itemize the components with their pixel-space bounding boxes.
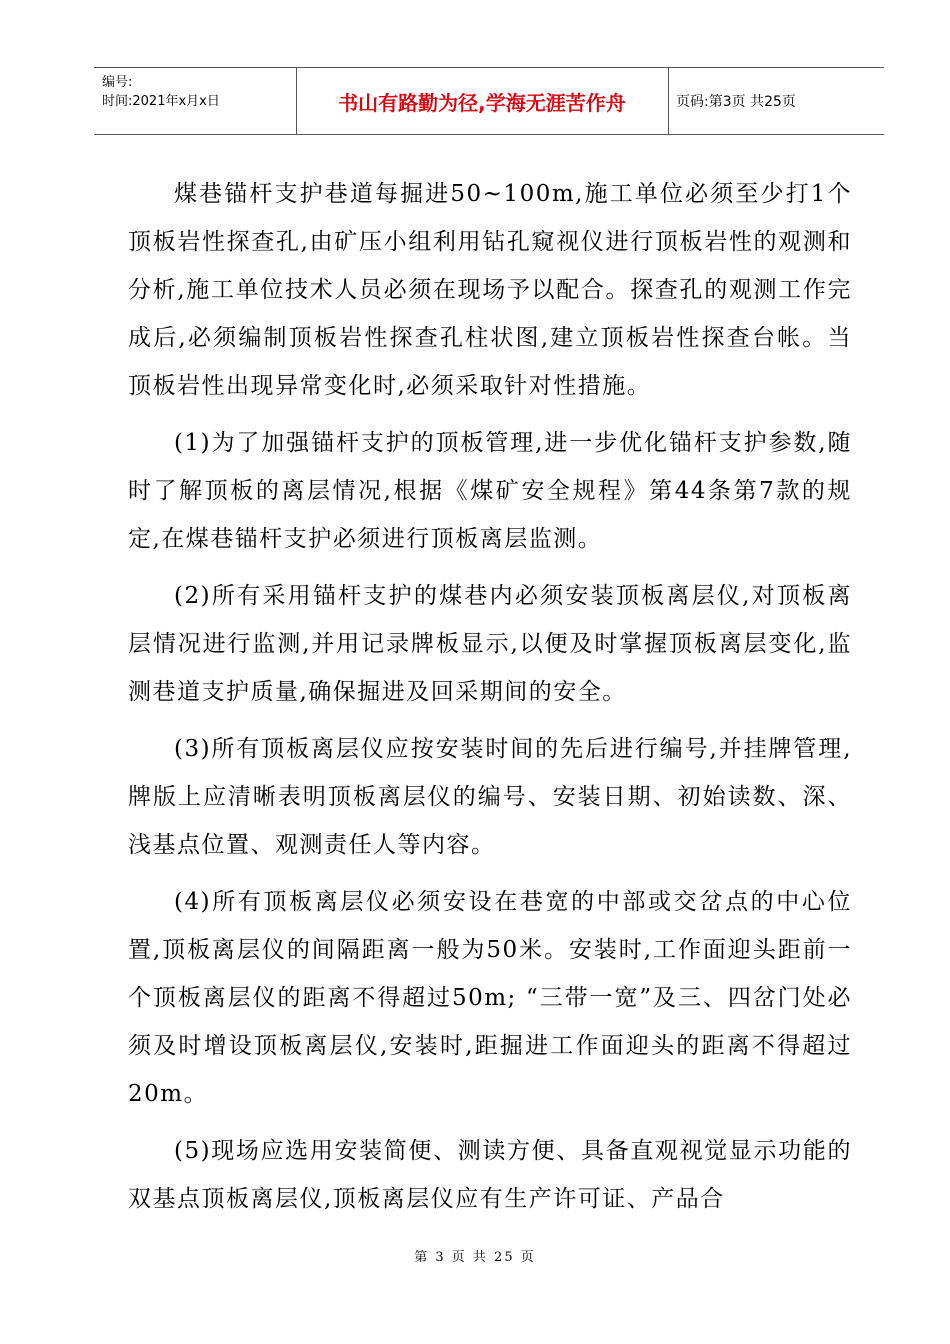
- paragraph-item-1: (1)为了加强锚杆支护的顶板管理,进一步优化锚杆支护参数,随时了解顶板的离层情况,根据《煤矿安全规程》第44条第7款的规定,在煤巷锚杆支护必须进行顶板离层监测。: [128, 430, 852, 552]
- paragraph-item-3: (3)所有顶板离层仪应按安装时间的先后进行编号,并挂牌管理,牌版上应清晰表明顶板离层仪的编号、安装日期、初始读数、深、浅基点位置、观测责任人等内容。: [128, 736, 852, 858]
- paragraph-item-5: (5)现场应选用安装简便、测读方便、具备直观视觉显示功能的双基点顶板离层仪,顶板离层仪应有生产许可证、产品合: [128, 1138, 852, 1212]
- paragraph-intro: 煤巷锚杆支护巷道每掘进50~100m,施工单位必须至少打1个顶板岩性探查孔,由矿压小组利用钻孔窥视仪进行顶板岩性的观测和分析,施工单位技术人员必须在现场予以配合。探查孔的观测工作完成后,必须编制顶板岩性探查孔柱状图,建立顶板岩性探查台帐。当顶板岩性出现异常变化时,必须采取针对性措施。: [128, 181, 852, 399]
- page-footer: 第 3 页 共 25 页: [414, 1250, 536, 1265]
- paragraph-item-2: (2)所有采用锚杆支护的煤巷内必须安装顶板离层仪,对顶板离层情况进行监测,并用记录牌板显示,以便及时掌握顶板离层变化,监测巷道支护质量,确保掘进及回采期间的安全。: [128, 583, 852, 705]
- document-body: [128, 170, 852, 1232]
- serial-number-label: 编号:: [102, 75, 133, 90]
- header-meta: [102, 73, 220, 111]
- paragraph-item-4: (4)所有顶板离层仪必须安设在巷宽的中部或交岔点的中心位置,顶板离层仪的间隔距离一般为50米。安装时,工作面迎头距前一个顶板离层仪的距离不得超过50m; “三带一宽”及三、四岔门处必须及时增设顶板离层仪,安装时,距掘进工作面迎头的距离不得超过20m。: [128, 889, 852, 1107]
- header-page-info: 页码:第3页 共25页: [676, 94, 796, 110]
- date-label: 时间:2021年x月x日: [102, 94, 220, 109]
- header-divider-right: [668, 68, 669, 134]
- header-motto: 书山有路勤为径,学海无涯苦作舟: [338, 90, 626, 115]
- page-header: [94, 67, 884, 135]
